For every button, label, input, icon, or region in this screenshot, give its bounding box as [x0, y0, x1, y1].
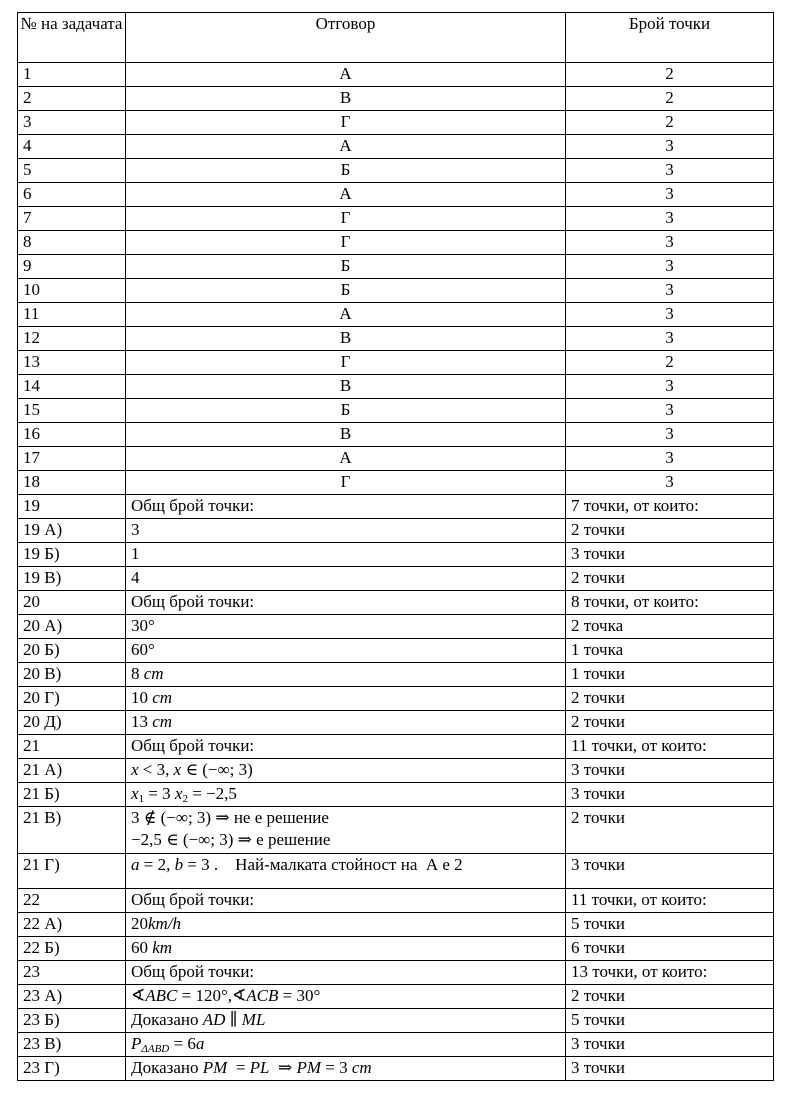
- answer-text: b: [174, 855, 184, 874]
- task-number: 7: [18, 207, 126, 231]
- task-number: 21 Б): [18, 783, 126, 807]
- points: 3: [566, 135, 774, 159]
- answer-text: = 30°: [278, 986, 321, 1005]
- task-number: 23 В): [18, 1033, 126, 1057]
- points: 2 точка: [566, 615, 774, 639]
- answer-text: Общ брой точки:: [131, 736, 255, 755]
- points: 3: [566, 375, 774, 399]
- task-number: 20 Г): [18, 687, 126, 711]
- task-number: 23 А): [18, 985, 126, 1009]
- answer: [126, 961, 566, 985]
- answer-text: 8: [131, 664, 144, 683]
- answer: [126, 495, 566, 519]
- answer-text: ACB: [246, 986, 279, 1005]
- table-row: [18, 1057, 774, 1081]
- points: 3 точки: [566, 1033, 774, 1057]
- answer: [126, 937, 566, 961]
- points: 1 точки: [566, 663, 774, 687]
- table-row: [18, 663, 774, 687]
- answer: [126, 567, 566, 591]
- answer: [126, 735, 566, 759]
- answer: Б: [126, 399, 566, 423]
- answer-text: = 2,: [139, 855, 175, 874]
- task-number: 21 А): [18, 759, 126, 783]
- answer: [126, 854, 566, 889]
- answer-text: P: [131, 1034, 142, 1053]
- answer: Г: [126, 231, 566, 255]
- table-row: [18, 567, 774, 591]
- points: 3 точки: [566, 854, 774, 889]
- task-number: 23: [18, 961, 126, 985]
- answer: [126, 807, 566, 854]
- table-row: [18, 985, 774, 1009]
- task-number: 21 В): [18, 807, 126, 854]
- task-number: 15: [18, 399, 126, 423]
- task-number: 22 А): [18, 913, 126, 937]
- answer: [126, 639, 566, 663]
- table-row: [18, 207, 774, 231]
- task-number: 1: [18, 63, 126, 87]
- answer: [126, 519, 566, 543]
- answer-text: ML: [241, 1010, 266, 1029]
- task-number: 19: [18, 495, 126, 519]
- points: 2 точки: [566, 687, 774, 711]
- task-number: 23 Б): [18, 1009, 126, 1033]
- table-row: [18, 735, 774, 759]
- table-row: [18, 913, 774, 937]
- answer: Б: [126, 279, 566, 303]
- answer-text: cm: [152, 712, 173, 731]
- answer: Б: [126, 255, 566, 279]
- points: 2 точки: [566, 807, 774, 854]
- answer: В: [126, 423, 566, 447]
- points: 3: [566, 207, 774, 231]
- answer: [126, 985, 566, 1009]
- answer-text: Общ брой точки:: [131, 890, 255, 909]
- answer-text: < 3,: [138, 760, 174, 779]
- answer-text: = −2,5: [187, 784, 237, 803]
- answer: В: [126, 87, 566, 111]
- table-row: [18, 687, 774, 711]
- answer-text: km: [152, 938, 173, 957]
- answer-text: Доказано: [131, 1010, 203, 1029]
- task-number: 13: [18, 351, 126, 375]
- answer: Б: [126, 159, 566, 183]
- answer: А: [126, 447, 566, 471]
- table-row: [18, 255, 774, 279]
- answer-text: PL: [249, 1058, 270, 1077]
- answer-text: =: [227, 1058, 250, 1077]
- answer-text: AD: [202, 1010, 226, 1029]
- answer-text: 1: [138, 793, 145, 805]
- points: 2: [566, 63, 774, 87]
- points: 2: [566, 351, 774, 375]
- answer-text: x: [131, 784, 139, 803]
- table-row: [18, 711, 774, 735]
- points: 3 точки: [566, 1057, 774, 1081]
- table-row: [18, 183, 774, 207]
- task-number: 22: [18, 889, 126, 913]
- answer: [126, 783, 566, 807]
- table-row: [18, 111, 774, 135]
- points: 3 точки: [566, 783, 774, 807]
- points: 11 точки, от които:: [566, 735, 774, 759]
- answer: [126, 711, 566, 735]
- answer-text: x: [173, 760, 182, 779]
- header-row: [18, 13, 774, 63]
- table-row: [18, 135, 774, 159]
- points: 3: [566, 423, 774, 447]
- task-number: 20 Б): [18, 639, 126, 663]
- answer-text: x: [131, 760, 139, 779]
- points: 7 точки, от които:: [566, 495, 774, 519]
- points: 5 точки: [566, 1009, 774, 1033]
- answer-text: cm: [351, 1058, 372, 1077]
- task-number: 20 В): [18, 663, 126, 687]
- answer-text: Общ брой точки:: [131, 592, 255, 611]
- table-row: [18, 63, 774, 87]
- points: 3 точки: [566, 759, 774, 783]
- answer: [126, 759, 566, 783]
- points: 13 точки, от които:: [566, 961, 774, 985]
- table-row: [18, 591, 774, 615]
- points: 11 точки, от които:: [566, 889, 774, 913]
- task-number: 8: [18, 231, 126, 255]
- table-row: [18, 519, 774, 543]
- table-row: [18, 399, 774, 423]
- points: 2 точки: [566, 567, 774, 591]
- answer-text: Общ брой точки:: [131, 962, 255, 981]
- table-row: [18, 279, 774, 303]
- answer-text: 10: [131, 688, 153, 707]
- answer-text: cm: [152, 688, 173, 707]
- points: 3: [566, 471, 774, 495]
- task-number: 20 Д): [18, 711, 126, 735]
- task-number: 19 А): [18, 519, 126, 543]
- points: 3: [566, 279, 774, 303]
- answer: Г: [126, 351, 566, 375]
- answer-text: x: [174, 784, 183, 803]
- points: 3: [566, 159, 774, 183]
- table-row: [18, 375, 774, 399]
- answer-text: 3 ∉ (−∞; 3) ⇒ не е решение: [131, 808, 329, 827]
- answer-text: −2,5 ∈ (−∞; 3) ⇒ е решение: [131, 830, 331, 849]
- table-row: [18, 303, 774, 327]
- points: 2 точки: [566, 519, 774, 543]
- answer: Г: [126, 471, 566, 495]
- header-answer: Отговор: [126, 13, 566, 63]
- points: 8 точки, от които:: [566, 591, 774, 615]
- answer-text: = 120°,∢: [177, 986, 247, 1005]
- task-number: 23 Г): [18, 1057, 126, 1081]
- answer-text: = 3: [321, 1058, 352, 1077]
- answer-text: 2: [182, 793, 188, 805]
- answer: Г: [126, 207, 566, 231]
- answer-text: a: [131, 855, 140, 874]
- task-number: 12: [18, 327, 126, 351]
- answer-text: 1: [131, 544, 140, 563]
- answer-text: cm: [143, 664, 164, 683]
- answer: А: [126, 63, 566, 87]
- answer: А: [126, 135, 566, 159]
- table-row: [18, 1009, 774, 1033]
- task-number: 6: [18, 183, 126, 207]
- header-task-number: № на задачата: [18, 13, 126, 63]
- task-number: 4: [18, 135, 126, 159]
- points: 5 точки: [566, 913, 774, 937]
- table-row: [18, 447, 774, 471]
- table-row: [18, 889, 774, 913]
- answer-text: ∥: [225, 1010, 242, 1029]
- answer-text: PM: [296, 1058, 322, 1077]
- task-number: 19 Б): [18, 543, 126, 567]
- table-row: [18, 854, 774, 889]
- answer-text: = 3: [144, 784, 175, 803]
- answer-text: PM: [202, 1058, 228, 1077]
- answer-text: 60°: [131, 640, 155, 659]
- answer: [126, 889, 566, 913]
- table-row: [18, 159, 774, 183]
- table-row: [18, 471, 774, 495]
- answer-text: a: [195, 1034, 205, 1053]
- answer-text: 30°: [131, 616, 155, 635]
- answer: [126, 1033, 566, 1057]
- answer-text: ∢: [131, 986, 146, 1005]
- points: 3: [566, 255, 774, 279]
- answer: [126, 591, 566, 615]
- answer: [126, 913, 566, 937]
- task-number: 14: [18, 375, 126, 399]
- table-row: [18, 1033, 774, 1057]
- task-number: 10: [18, 279, 126, 303]
- answer-text: Общ брой точки:: [131, 496, 255, 515]
- answer: В: [126, 327, 566, 351]
- answer: Г: [126, 111, 566, 135]
- task-number: 22 Б): [18, 937, 126, 961]
- answer-text: = 6: [169, 1034, 196, 1053]
- answer: [126, 663, 566, 687]
- table-row: [18, 807, 774, 854]
- answer-text: ABC: [145, 986, 178, 1005]
- task-number: 17: [18, 447, 126, 471]
- answer-text: = 3 . Най-малката стойност на А е 2: [183, 855, 463, 874]
- task-number: 5: [18, 159, 126, 183]
- answer-text: 3: [131, 520, 140, 539]
- points: 2 точки: [566, 711, 774, 735]
- table-row: [18, 961, 774, 985]
- answer-text: 13: [131, 712, 153, 731]
- answer-text: Доказано: [131, 1058, 203, 1077]
- task-number: 21 Г): [18, 854, 126, 889]
- table-row: [18, 759, 774, 783]
- answer: В: [126, 375, 566, 399]
- answer-text: ∈ (−∞; 3): [181, 760, 253, 779]
- table-row: [18, 351, 774, 375]
- points: 2: [566, 111, 774, 135]
- table-row: [18, 615, 774, 639]
- answer-text: ΔABD: [141, 1043, 170, 1055]
- task-number: 16: [18, 423, 126, 447]
- points: 3: [566, 231, 774, 255]
- points: 6 точки: [566, 937, 774, 961]
- table-row: [18, 639, 774, 663]
- points: 2: [566, 87, 774, 111]
- table-row: [18, 87, 774, 111]
- task-number: 2: [18, 87, 126, 111]
- answer: [126, 543, 566, 567]
- answer: А: [126, 303, 566, 327]
- table-row: [18, 327, 774, 351]
- table-row: [18, 543, 774, 567]
- task-number: 18: [18, 471, 126, 495]
- points: 3: [566, 183, 774, 207]
- points: 3: [566, 327, 774, 351]
- answer-text: ⇒: [269, 1058, 297, 1077]
- points: 3: [566, 303, 774, 327]
- task-number: 21: [18, 735, 126, 759]
- points: 3 точки: [566, 543, 774, 567]
- points: 3: [566, 447, 774, 471]
- answer: [126, 687, 566, 711]
- answer: [126, 1009, 566, 1033]
- answer: [126, 615, 566, 639]
- answer-text: 60: [131, 938, 153, 957]
- answer-key-table: [17, 12, 774, 1081]
- task-number: 20 А): [18, 615, 126, 639]
- answer: [126, 1057, 566, 1081]
- answer-text: 20: [131, 914, 148, 933]
- table-row: [18, 783, 774, 807]
- task-number: 3: [18, 111, 126, 135]
- points: 3: [566, 399, 774, 423]
- task-number: 20: [18, 591, 126, 615]
- points: 2 точки: [566, 985, 774, 1009]
- table-row: [18, 231, 774, 255]
- answer-text: km/h: [148, 914, 182, 933]
- task-number: 11: [18, 303, 126, 327]
- header-points: Брой точки: [566, 13, 774, 63]
- table-row: [18, 937, 774, 961]
- points: 1 точка: [566, 639, 774, 663]
- table-row: [18, 495, 774, 519]
- task-number: 19 В): [18, 567, 126, 591]
- answer-text: 4: [131, 568, 140, 587]
- table-row: [18, 423, 774, 447]
- answer: А: [126, 183, 566, 207]
- task-number: 9: [18, 255, 126, 279]
